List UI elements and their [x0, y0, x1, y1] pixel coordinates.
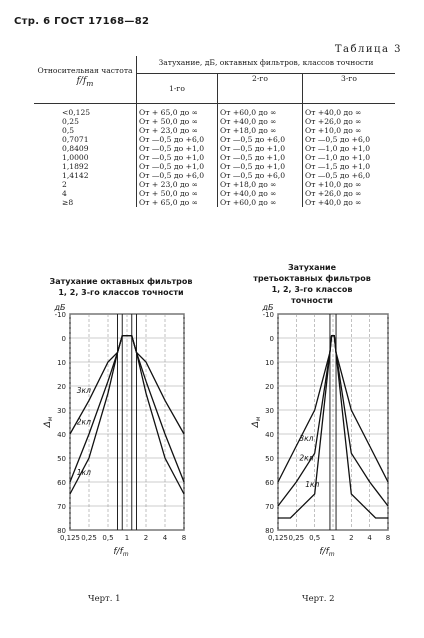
x-axis-label-sub: m	[328, 551, 335, 558]
class-2-cell: От +40,0 до ∞	[218, 189, 303, 198]
table-row	[34, 144, 395, 153]
y-tick-label: 0	[61, 335, 66, 343]
y-axis-label	[251, 416, 262, 428]
freq-cell: 1,0000	[62, 153, 89, 162]
y-tick-label: 0	[269, 335, 274, 343]
freq-cell: ≥8	[62, 198, 74, 207]
table-row	[34, 180, 395, 189]
x-tick-label: 0,125	[267, 534, 289, 542]
class-2-cell: От +18,0 до ∞	[218, 180, 303, 189]
class-3-cell: От +10,0 до ∞	[303, 126, 396, 135]
y-tick-label: 50	[57, 455, 66, 463]
freq-column-header	[34, 56, 137, 104]
class-3-cell: От +40,0 до ∞	[303, 104, 396, 118]
x-axis-label	[113, 547, 128, 558]
class-2-cell: От —0,5 до +1,0	[218, 144, 303, 153]
freq-cell: 1,4142	[62, 171, 89, 180]
y-tick-label: 60	[57, 479, 66, 487]
x-tick-label: 0,25	[81, 534, 97, 542]
class-2-cell: От +60,0 до ∞	[218, 198, 303, 207]
y-axis-label-main: Δ	[43, 421, 53, 428]
x-tick-label: 2	[143, 534, 149, 542]
x-tick-label: 0,5	[102, 534, 114, 542]
class-1-cell: От + 65,0 до ∞	[137, 104, 218, 118]
y-tick-label: 70	[265, 503, 274, 511]
freq-cell: 2	[62, 180, 67, 189]
x-tick-label: 0,5	[309, 534, 321, 542]
class-2-cell: От +18,0 до ∞	[218, 126, 303, 135]
class-3-cell: От —0,5 до +6,0	[303, 171, 396, 180]
class-1-cell: От + 23,0 до ∞	[137, 126, 218, 135]
y-tick-label: 50	[265, 455, 274, 463]
x-tick-label: 0,25	[288, 534, 305, 542]
class-1-cell: От + 65,0 до ∞	[137, 198, 218, 207]
y-tick-label: 80	[265, 527, 274, 535]
y-axis-label-main: Δ	[251, 421, 261, 428]
y-tick-label: 30	[57, 407, 66, 415]
series-label: 1кл	[305, 479, 320, 489]
class-1-cell: От + 23,0 до ∞	[137, 180, 218, 189]
series-label: 3кл	[299, 434, 314, 444]
series-label: 2кл	[299, 453, 314, 463]
table-row	[34, 117, 395, 126]
y-unit-label: дБ	[54, 303, 66, 312]
class-1-cell: От —0,5 до +1,0	[137, 144, 218, 153]
class-3-cell: От —1,0 до +1,0	[303, 144, 396, 153]
x-tick-label: 4	[162, 534, 168, 542]
y-tick-label: 20	[57, 383, 66, 391]
chart-third-octave-filters	[238, 302, 408, 570]
group-header: Затухание, дБ, октавных фильтров, классов точности	[137, 56, 396, 74]
table-row	[34, 135, 395, 144]
series-label: 2кл	[76, 417, 91, 427]
figure-1-caption: Затухание октавных фильтров 1, 2, 3-го классов точности	[49, 277, 193, 297]
y-axis-label-sub: м	[255, 416, 262, 422]
class-1-cell: От + 50,0 до ∞	[137, 117, 218, 126]
y-tick-label: 10	[57, 359, 66, 367]
class-3-cell: От +10,0 до ∞	[303, 180, 396, 189]
freq-cell: 0,8409	[62, 144, 89, 153]
table-row	[34, 189, 395, 198]
table-row	[34, 126, 395, 135]
class-1-cell: От —0,5 до +6,0	[137, 171, 218, 180]
x-tick-label: 0,125	[59, 534, 81, 542]
class-1-cell: От + 50,0 до ∞	[137, 189, 218, 198]
class-2-cell: От —0,5 до +6,0	[218, 171, 303, 180]
figure-1-label: Черт. 1	[88, 594, 121, 604]
y-tick-label: 70	[57, 503, 66, 511]
class-1-cell: От —0,5 до +1,0	[137, 162, 218, 171]
class-1-cell: От —0,5 до +6,0	[137, 135, 218, 144]
freq-cell: 0,7071	[62, 135, 89, 144]
class-3-cell: От —1,5 до +1,0	[303, 162, 396, 171]
x-axis-label-main: f/f	[319, 547, 329, 557]
y-tick-label: 30	[265, 407, 274, 415]
x-tick-label: 8	[385, 534, 391, 542]
x-tick-label: 2	[349, 534, 354, 542]
x-axis-label-sub: m	[122, 551, 129, 558]
freq-cell: 4	[62, 189, 67, 198]
x-tick-label: 4	[367, 534, 372, 542]
attenuation-table	[34, 56, 395, 207]
freq-header-symbol-sub: m	[86, 78, 94, 88]
class-1-header: 1-го	[137, 74, 218, 104]
class-3-cell: От +26,0 до ∞	[303, 189, 396, 198]
class-2-cell: От +40,0 до ∞	[218, 117, 303, 126]
y-tick-label: 20	[265, 383, 274, 391]
class-2-cell: От +60,0 до ∞	[218, 104, 303, 118]
x-tick-label: 1	[330, 534, 336, 542]
y-tick-label: 80	[57, 527, 66, 535]
table-title: Таблица 3	[334, 44, 402, 55]
table-row	[34, 171, 395, 180]
y-tick-label: -10	[262, 311, 274, 319]
class-2-cell: От —0,5 до +6,0	[218, 135, 303, 144]
x-tick-label: 1	[124, 534, 130, 542]
table-row	[34, 104, 395, 118]
y-tick-label: 10	[265, 359, 274, 367]
x-axis-label	[319, 547, 334, 558]
class-2-header: 2-го	[218, 74, 303, 104]
class-2-cell: От —0,5 до +1,0	[218, 153, 303, 162]
class-3-cell: От —1,0 до +1,0	[303, 153, 396, 162]
freq-cell: 0,5	[62, 126, 75, 135]
x-axis-label-main: f/f	[113, 547, 123, 557]
class-2-cell: От —0,5 до +1,0	[218, 162, 303, 171]
y-unit-label: дБ	[262, 303, 274, 312]
y-tick-label: 40	[57, 431, 66, 439]
freq-header-label: Относительная частота	[37, 66, 133, 75]
y-tick-label: 60	[265, 479, 274, 487]
x-tick-label: 8	[181, 534, 187, 542]
class-3-cell: От +26,0 до ∞	[303, 117, 396, 126]
figure-2-caption: Затухание третьоктавных фильтров 1, 2, 3-го классов точности	[253, 263, 371, 305]
figure-2-label: Черт. 2	[302, 594, 335, 604]
freq-cell: <0,125	[62, 108, 91, 117]
freq-header-symbol-text: f/f	[76, 76, 87, 86]
class-3-cell: От +40,0 до ∞	[303, 198, 396, 207]
class-1-cell: От —0,5 до +1,0	[137, 153, 218, 162]
freq-header-symbol	[36, 77, 134, 88]
y-axis-label	[43, 416, 54, 428]
freq-cell: 0,25	[62, 117, 79, 126]
freq-cell: 1,1892	[62, 162, 89, 171]
table-row	[34, 162, 395, 171]
table-body	[34, 104, 395, 208]
y-tick-label: 40	[265, 431, 274, 439]
page-header: Стр. 6 ГОСТ 17168—82	[14, 16, 150, 27]
y-axis-label-sub: м	[47, 416, 54, 422]
chart-octave-filters	[30, 302, 205, 570]
series-label: 1кл	[76, 467, 91, 477]
class-3-cell: От —0,5 до +6,0	[303, 135, 396, 144]
table-row	[34, 198, 395, 207]
series-label: 3кл	[76, 386, 91, 396]
table-row	[34, 153, 395, 162]
y-tick-label: -10	[54, 311, 66, 319]
class-3-header: 3-го	[303, 74, 396, 104]
